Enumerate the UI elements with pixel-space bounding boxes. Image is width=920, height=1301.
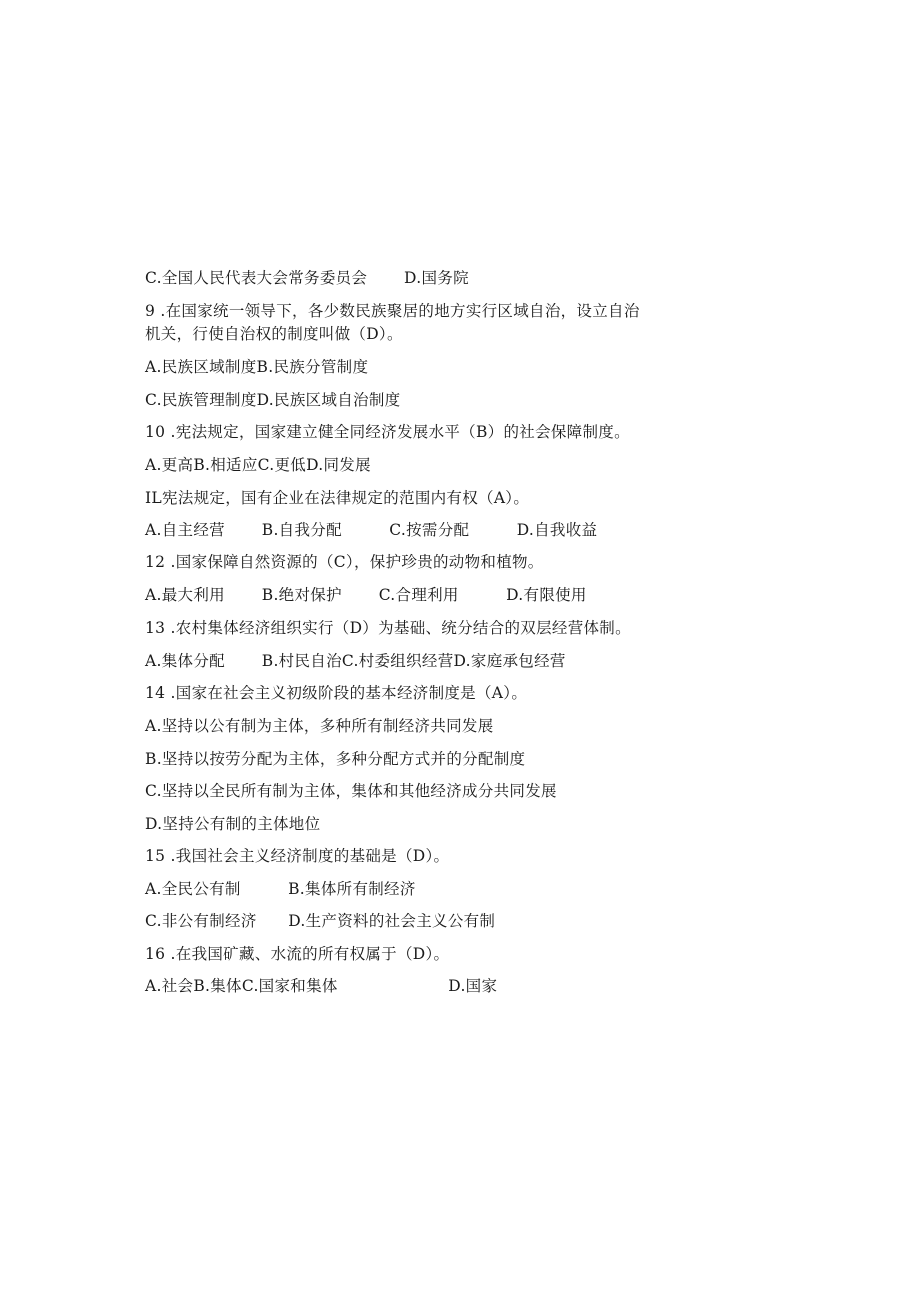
question-15: 15 .我国社会主义经济制度的基础是（D）。 bbox=[145, 847, 450, 865]
question-9-line-2: 机关，行使自治权的制度叫做（D）。 bbox=[145, 325, 403, 343]
option-line-q11: A.自主经营 B.自我分配 C.按需分配 D.自我收益 bbox=[145, 521, 598, 539]
option-line-q13: A.集体分配 B.村民自治C.村委组织经营D.家庭承包经营 bbox=[145, 652, 566, 670]
option-line-q9-c-d: C.民族管理制度D.民族区域自治制度 bbox=[145, 391, 401, 409]
option-q14-b: B.坚持以按劳分配为主体，多种分配方式并的分配制度 bbox=[145, 750, 526, 768]
question-9-line-1: 9 .在国家统一领导下，各少数民族聚居的地方实行区域自治，设立自治 bbox=[145, 302, 640, 320]
option-q14-c: C.坚持以全民所有制为主体，集体和其他经济成分共同发展 bbox=[145, 782, 557, 800]
question-14: 14 .国家在社会主义初级阶段的基本经济制度是（A）。 bbox=[145, 684, 528, 702]
question-11: IL宪法规定，国有企业在法律规定的范围内有权（A）。 bbox=[145, 489, 530, 507]
option-line-q15-c-d: C.非公有制经济 D.生产资料的社会主义公有制 bbox=[145, 912, 496, 930]
option-line-q10: A.更高B.相适应C.更低D.同发展 bbox=[145, 456, 371, 474]
option-line-q15-a-b: A.全民公有制 B.集体所有制经济 bbox=[145, 880, 416, 898]
option-q14-a: A.坚持以公有制为主体，多种所有制经济共同发展 bbox=[145, 717, 494, 735]
option-line-q8-c-d: C.全国人民代表大会常务委员会 D.国务院 bbox=[145, 269, 469, 287]
option-line-q16: A.社会B.集体C.国家和集体 D.国家 bbox=[145, 977, 498, 995]
option-q14-d: D.坚持公有制的主体地位 bbox=[145, 815, 321, 833]
question-10: 10 .宪法规定，国家建立健全同经济发展水平（B）的社会保障制度。 bbox=[145, 423, 630, 441]
question-16: 16 .在我国矿藏、水流的所有权属于（D）。 bbox=[145, 945, 450, 963]
option-line-q9-a-b: A.民族区域制度B.民族分管制度 bbox=[145, 358, 369, 376]
question-12: 12 .国家保障自然资源的（C），保护珍贵的动物和植物。 bbox=[145, 553, 544, 571]
question-13: 13 .农村集体经济组织实行（D）为基础、统分结合的双层经营体制。 bbox=[145, 619, 631, 637]
option-line-q12: A.最大利用 B.绝对保护 C.合理利用 D.有限使用 bbox=[145, 586, 587, 604]
